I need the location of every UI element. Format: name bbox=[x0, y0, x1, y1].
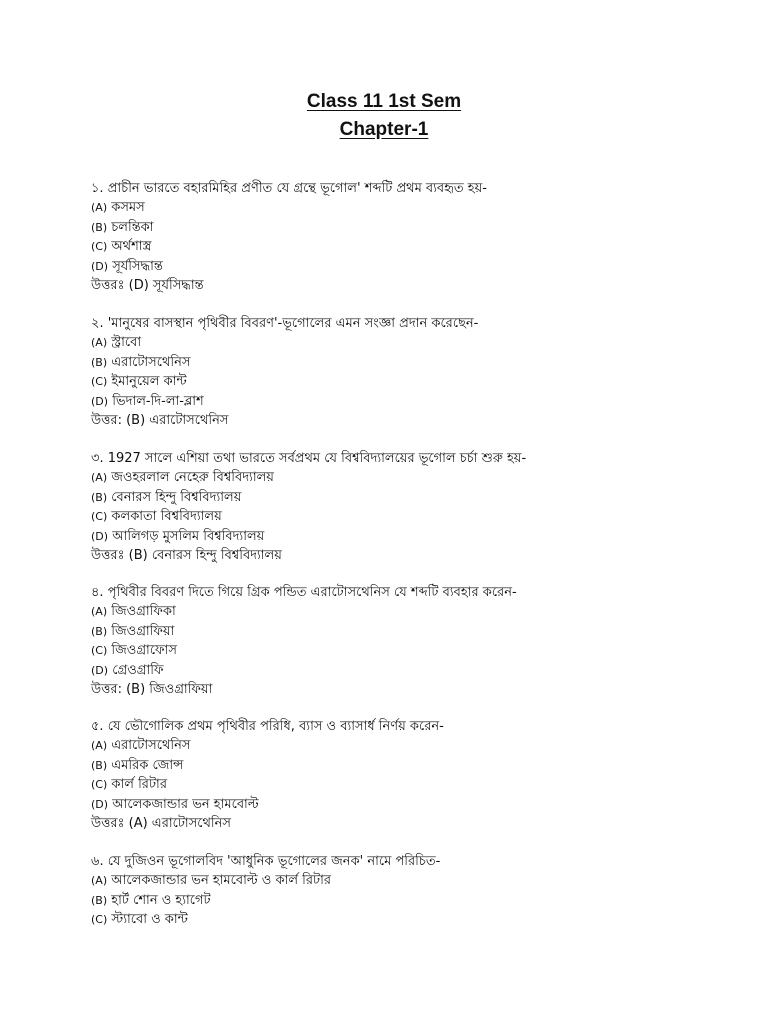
option-key: (B) bbox=[91, 490, 108, 504]
option-key: (B) bbox=[91, 220, 108, 234]
option-b bbox=[91, 353, 731, 372]
option-text: স্ট্রাবো bbox=[111, 335, 142, 351]
option-key: (A) bbox=[91, 739, 108, 753]
option-text: এরাটোসথেনিস bbox=[111, 738, 191, 754]
option-key: (C) bbox=[91, 510, 108, 524]
answer-text: উত্তরঃ (A) এরাটোসথেনিস bbox=[91, 815, 231, 831]
option-text: আলেকজান্ডার ভন হামবোল্ট bbox=[112, 796, 259, 812]
option-text: জিওগ্রাফোস bbox=[111, 643, 177, 659]
option-text: কলকাতা বিশ্ববিদ্যালয় bbox=[111, 509, 222, 525]
question-block-1 bbox=[91, 179, 731, 295]
option-a bbox=[91, 602, 731, 621]
option-key: (A) bbox=[91, 336, 108, 350]
option-text: সূর্যসিদ্ধান্ত bbox=[112, 258, 163, 274]
option-b bbox=[91, 891, 731, 910]
option-key: (B) bbox=[91, 893, 108, 907]
option-a bbox=[91, 333, 731, 352]
option-key: (A) bbox=[91, 874, 108, 888]
option-text: জওহরলাল নেহেরু বিশ্ববিদ্যালয় bbox=[111, 470, 274, 486]
question-text: ১. প্রাচীন ভারতে বহারমিহির প্রণীত যে গ্রন্থে ভূগোল' শব্দটি প্রথম ব্যবহৃত হয়- bbox=[91, 181, 487, 196]
option-c bbox=[91, 910, 731, 929]
option-text: এমরিক জোন্স bbox=[111, 757, 184, 773]
option-text: জিওগ্রাফিয়া bbox=[111, 623, 175, 639]
option-text: অর্থশাস্ত্র bbox=[111, 239, 152, 255]
option-key: (B) bbox=[91, 624, 108, 638]
option-text: আলিগড় মুসলিম বিশ্ববিদ্যালয় bbox=[112, 528, 265, 544]
option-key: (A) bbox=[91, 471, 108, 485]
option-key: (D) bbox=[91, 259, 109, 273]
option-d bbox=[91, 661, 731, 680]
option-key: (B) bbox=[91, 758, 108, 772]
option-text: ইমানুয়েল কান্ট bbox=[111, 374, 187, 390]
question-text: ৩. 1927 সালে এশিয়া তথা ভারতে সর্বপ্রথম যে বিশ্ববিদ্যালয়ের ভূগোল চর্চা শুরু হয়- bbox=[91, 451, 527, 466]
option-b bbox=[91, 622, 731, 641]
option-text: আলেকজান্ডার ভন হামবোল্ট ও কার্ল রিটার bbox=[111, 873, 332, 889]
option-d bbox=[91, 257, 731, 276]
option-text: কার্ল রিটার bbox=[111, 777, 167, 793]
question-text: ৫. যে ভৌগোলিক প্রথম পৃথিবীর পরিধি, ব্যাস ও ব্যাসার্ধ নির্ণয় করেন- bbox=[91, 719, 444, 734]
option-c bbox=[91, 641, 731, 660]
option-text: স্ট্যাবো ও কান্ট bbox=[111, 912, 188, 928]
option-text: কসমস bbox=[111, 200, 145, 216]
chapter-heading: Chapter-1 bbox=[339, 119, 429, 140]
option-d bbox=[91, 795, 731, 814]
option-key: (A) bbox=[91, 605, 108, 619]
option-c bbox=[91, 237, 731, 256]
option-key: (C) bbox=[91, 913, 108, 927]
option-d bbox=[91, 527, 731, 546]
option-text: ভিদাল-দি-লা-ব্লাশ bbox=[112, 393, 204, 409]
option-text: জিওগ্রাফিকা bbox=[111, 604, 176, 620]
option-key: (C) bbox=[91, 240, 108, 254]
question-text: ৪. পৃথিবীর বিবরণ দিতে গিয়ে গ্রিক পন্ডিত এরাটোসথেনিস যে শব্দটি ব্যবহার করেন- bbox=[91, 585, 517, 600]
question-block-5 bbox=[91, 717, 731, 833]
question-block-4 bbox=[91, 583, 731, 699]
page-title: Class 11 1st Sem bbox=[306, 91, 462, 112]
option-text: বেনারস হিন্দু বিশ্ববিদ্যালয় bbox=[111, 489, 242, 505]
option-b bbox=[91, 488, 731, 507]
answer-text: উত্তরঃ (D) সূর্যসিদ্ধান্ত bbox=[91, 277, 204, 293]
option-text: চলন্তিকা bbox=[111, 219, 154, 235]
option-a bbox=[91, 871, 731, 890]
option-key: (B) bbox=[91, 355, 108, 369]
answer-text: উত্তর: (B) এরাটোসথেনিস bbox=[91, 412, 229, 428]
option-key: (C) bbox=[91, 778, 108, 792]
option-text: হার্ট শোন ও হ্যাগেট bbox=[111, 892, 211, 908]
option-key: (D) bbox=[91, 663, 109, 677]
answer-text: উত্তর: (B) জিওগ্রাফিয়া bbox=[91, 681, 213, 697]
question-text: ২. 'মানুষের বাসস্থান পৃথিবীর বিবরণ'-ভূগোলের এমন সংজ্ঞা প্রদান করেছেন- bbox=[91, 316, 479, 331]
option-text: এরাটোসথেনিস bbox=[111, 354, 191, 370]
option-text: গ্রেওগ্রাফি bbox=[112, 662, 164, 678]
question-block-6 bbox=[91, 852, 731, 930]
option-key: (D) bbox=[91, 797, 109, 811]
option-c bbox=[91, 372, 731, 391]
question-block-3 bbox=[91, 449, 731, 565]
option-b bbox=[91, 218, 731, 237]
option-a bbox=[91, 468, 731, 487]
question-block-2 bbox=[91, 314, 731, 430]
option-c bbox=[91, 775, 731, 794]
option-c bbox=[91, 507, 731, 526]
option-key: (C) bbox=[91, 644, 108, 658]
option-d bbox=[91, 392, 731, 411]
option-key: (D) bbox=[91, 529, 109, 543]
option-key: (D) bbox=[91, 394, 109, 408]
option-key: (A) bbox=[91, 201, 108, 215]
question-text: ৬. যে দুজিওন ভূগোলবিদ 'আধুনিক ভূগোলের জনক' নামে পরিচিত- bbox=[91, 854, 441, 869]
option-b bbox=[91, 756, 731, 775]
option-key: (C) bbox=[91, 375, 108, 389]
option-a bbox=[91, 736, 731, 755]
answer-text: উত্তরঃ (B) বেনারস হিন্দু বিশ্ববিদ্যালয় bbox=[91, 547, 282, 563]
option-a bbox=[91, 198, 731, 217]
